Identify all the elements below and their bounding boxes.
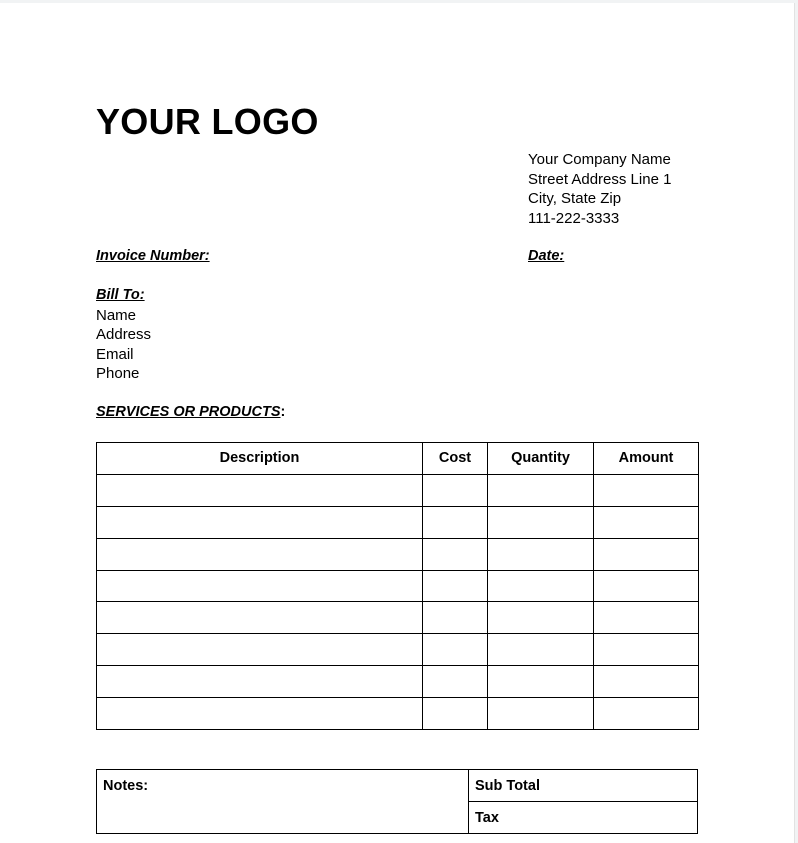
cell-amount[interactable] [594,506,699,538]
cell-description[interactable] [97,634,423,666]
cell-quantity[interactable] [488,474,594,506]
cell-amount[interactable] [594,474,699,506]
document-page [0,3,795,843]
bill-to-email: Email [96,345,134,363]
cell-cost[interactable] [423,506,488,538]
table-row [97,634,699,666]
company-name: Your Company Name [528,151,671,168]
cell-quantity[interactable] [488,506,594,538]
table-row [97,698,699,730]
cell-description[interactable] [97,538,423,570]
cell-description[interactable] [97,666,423,698]
cell-quantity[interactable] [488,570,594,602]
company-info [528,150,671,228]
cell-quantity[interactable] [488,634,594,666]
bill-to-address: Address [96,326,152,343]
company-phone: 111-222-3333 [528,209,620,227]
notes-label: Notes: [103,778,149,794]
cell-amount[interactable] [594,634,699,666]
header-cost: Cost [423,443,488,475]
table-row [97,474,699,506]
table-body [97,474,699,729]
header-quantity: Quantity [488,443,594,475]
table-row [97,570,699,602]
header-amount: Amount [594,443,699,475]
cell-cost[interactable] [423,666,488,698]
tax-label: Tax [475,809,499,826]
summary-table [96,769,698,834]
cell-description[interactable] [97,506,423,538]
tax-cell [469,802,698,834]
line-items-table [96,442,699,730]
cell-cost[interactable] [423,570,488,602]
notes-cell[interactable] [97,770,469,834]
company-street: Street Address Line 1 [528,170,672,188]
cell-cost[interactable] [423,538,488,570]
table-row [97,602,699,634]
services-label: SERVICES OR PRODUCTS [96,404,281,420]
invoice-number-label: Invoice Number: [96,248,210,264]
subtotal-cell [469,770,698,802]
bill-to-phone: Phone [96,365,140,382]
logo-placeholder: YOUR LOGO [96,101,319,142]
cell-description[interactable] [97,602,423,634]
services-colon: : [280,404,286,420]
cell-amount[interactable] [594,666,699,698]
header-description: Description [97,443,423,475]
date-label: Date: [528,248,565,264]
cell-description[interactable] [97,570,423,602]
cell-cost[interactable] [423,474,488,506]
cell-description[interactable] [97,474,423,506]
cell-amount[interactable] [594,570,699,602]
company-city: City, State Zip [528,190,622,207]
cell-cost[interactable] [423,698,488,730]
cell-quantity[interactable] [488,666,594,698]
bill-to-block [96,286,151,384]
cell-cost[interactable] [423,602,488,634]
cell-amount[interactable] [594,698,699,730]
cell-cost[interactable] [423,634,488,666]
cell-amount[interactable] [594,538,699,570]
services-heading [96,403,285,421]
cell-quantity[interactable] [488,538,594,570]
subtotal-label: Sub Total [475,777,540,794]
cell-amount[interactable] [594,602,699,634]
cell-description[interactable] [97,698,423,730]
table-row [97,666,699,698]
table-row [97,538,699,570]
table-header-row [97,443,699,475]
cell-quantity[interactable] [488,602,594,634]
table-row [97,506,699,538]
bill-to-name: Name [96,306,137,324]
bill-to-label: Bill To: [96,287,145,303]
cell-quantity[interactable] [488,698,594,730]
